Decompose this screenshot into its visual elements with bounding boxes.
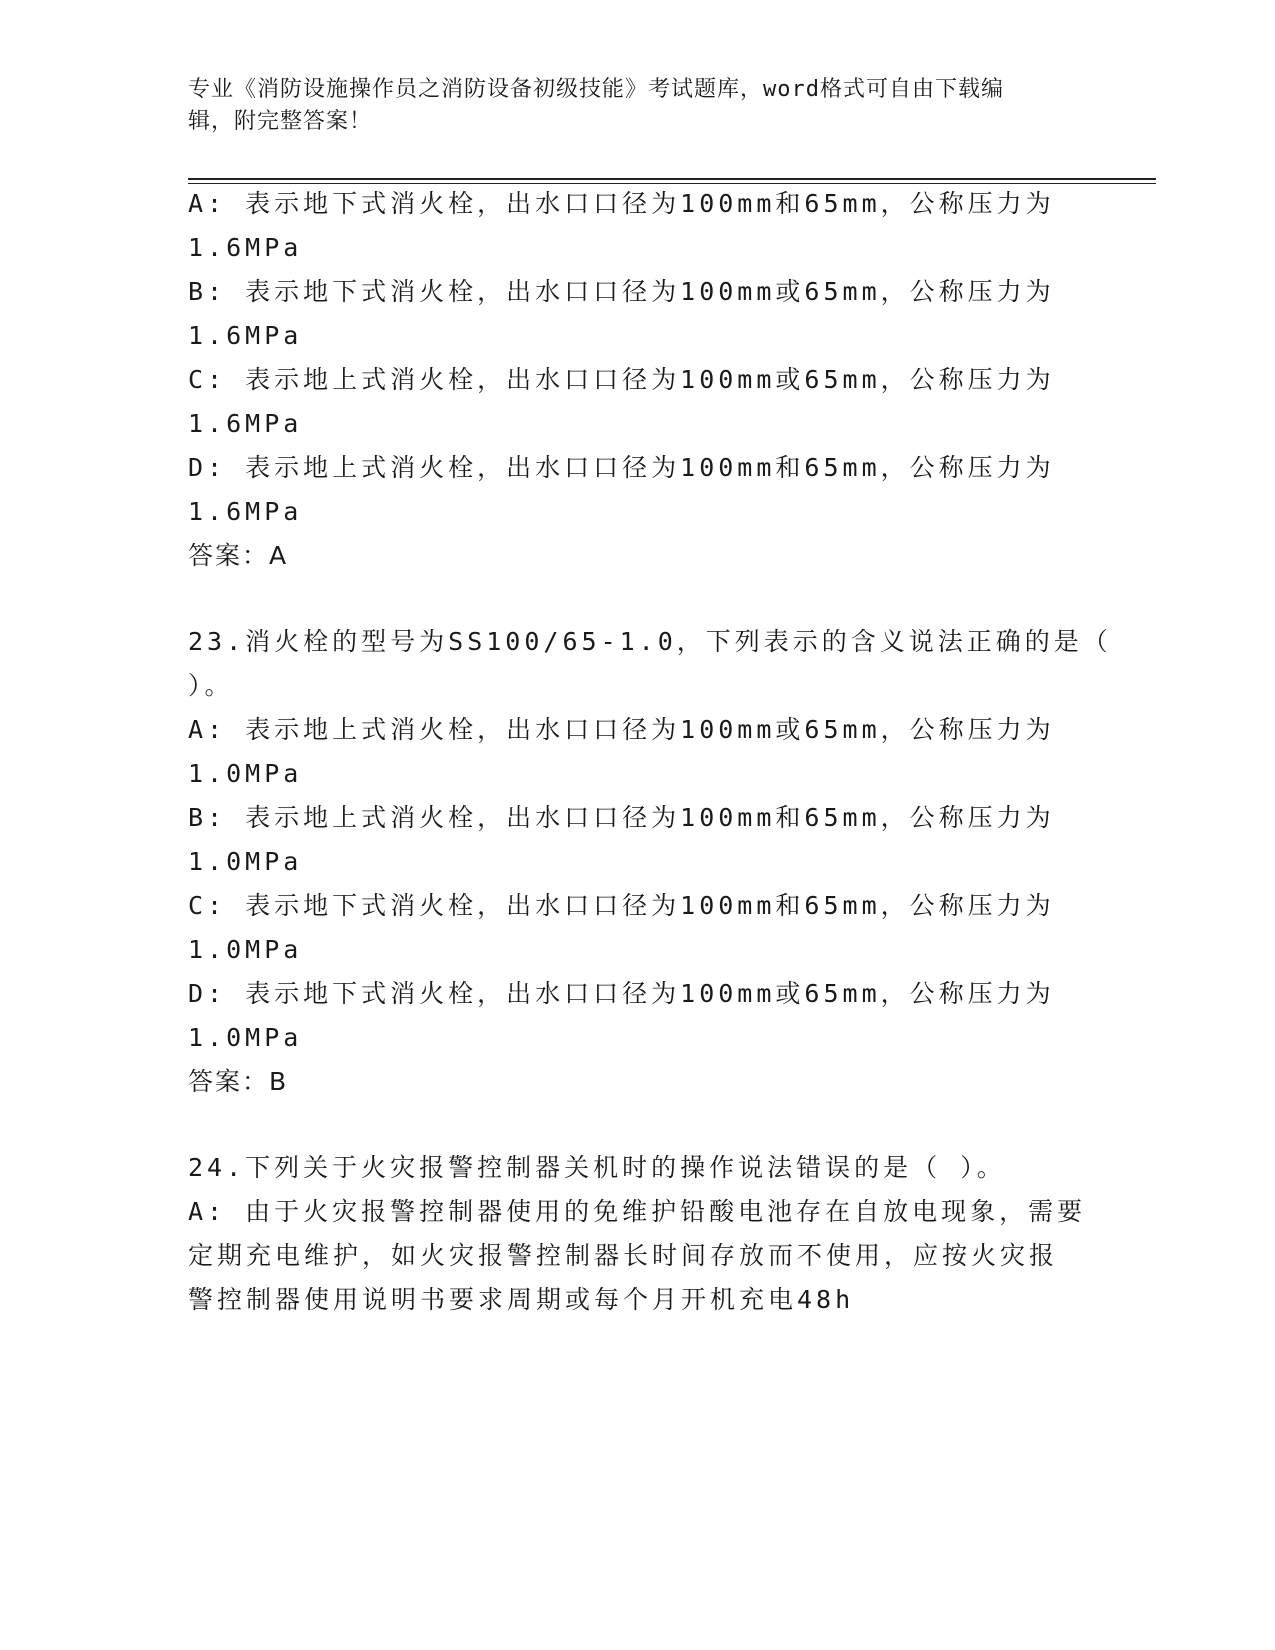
option-c-line-2: 1.6MPa xyxy=(188,409,303,438)
option-c-line-1: C: 表示地上式消火栓，出水口口径为100mm或65mm，公称压力为 xyxy=(188,365,1055,394)
q23-answer-label: 答案：B xyxy=(188,1067,289,1096)
q23-option-a-line-1: A: 表示地上式消火栓，出水口口径为100mm或65mm，公称压力为 xyxy=(188,715,1055,744)
q23-option-d-line-1: D: 表示地下式消火栓，出水口口径为100mm或65mm，公称压力为 xyxy=(188,979,1055,1008)
question-24-stem: 24.下列关于火灾报警控制器关机时的操作说法错误的是（ ）。 xyxy=(188,1153,1006,1182)
header-divider-thin xyxy=(188,183,1156,184)
option-d-line-2: 1.6MPa xyxy=(188,497,303,526)
q24-option-a-line-1: A: 由于火灾报警控制器使用的免维护铅酸电池存在自放电现象，需要 xyxy=(188,1197,1087,1226)
answer-label: 答案：A xyxy=(188,541,289,570)
header-line-2: 辑，附完整答案！ xyxy=(188,109,373,134)
option-b-line-2: 1.6MPa xyxy=(188,321,303,350)
q23-option-b-line-2: 1.0MPa xyxy=(188,847,303,876)
q23-option-d-line-2: 1.0MPa xyxy=(188,1023,303,1052)
header-line-1: 专业《消防设施操作员之消防设备初级技能》考试题库，word格式可自由下载编 xyxy=(188,77,1004,102)
q23-option-b-line-1: B: 表示地上式消火栓，出水口口径为100mm和65mm，公称压力为 xyxy=(188,803,1055,832)
q24-option-a-line-2: 定期充电维护，如火灾报警控制器长时间存放而不使用，应按火灾报 xyxy=(188,1241,1059,1270)
option-a-line-1: A: 表示地下式消火栓，出水口口径为100mm和65mm，公称压力为 xyxy=(188,189,1055,218)
header-divider-thick xyxy=(188,178,1156,180)
option-a-line-2: 1.6MPa xyxy=(188,233,303,262)
option-d-line-1: D: 表示地上式消火栓，出水口口径为100mm和65mm，公称压力为 xyxy=(188,453,1055,482)
document-header xyxy=(188,74,1068,138)
question-23-stem-line-1: 23.消火栓的型号为SS100/65-1.0，下列表示的含义说法正确的是（ xyxy=(188,627,1112,656)
question-23-stem-line-2: ）。 xyxy=(188,671,234,700)
q23-option-a-line-2: 1.0MPa xyxy=(188,759,303,788)
q23-option-c-line-1: C: 表示地下式消火栓，出水口口径为100mm和65mm，公称压力为 xyxy=(188,891,1055,920)
q24-option-a-line-3: 警控制器使用说明书要求周期或每个月开机充电48h xyxy=(188,1285,855,1314)
q23-option-c-line-2: 1.0MPa xyxy=(188,935,303,964)
option-b-line-1: B: 表示地下式消火栓，出水口口径为100mm或65mm，公称压力为 xyxy=(188,277,1055,306)
